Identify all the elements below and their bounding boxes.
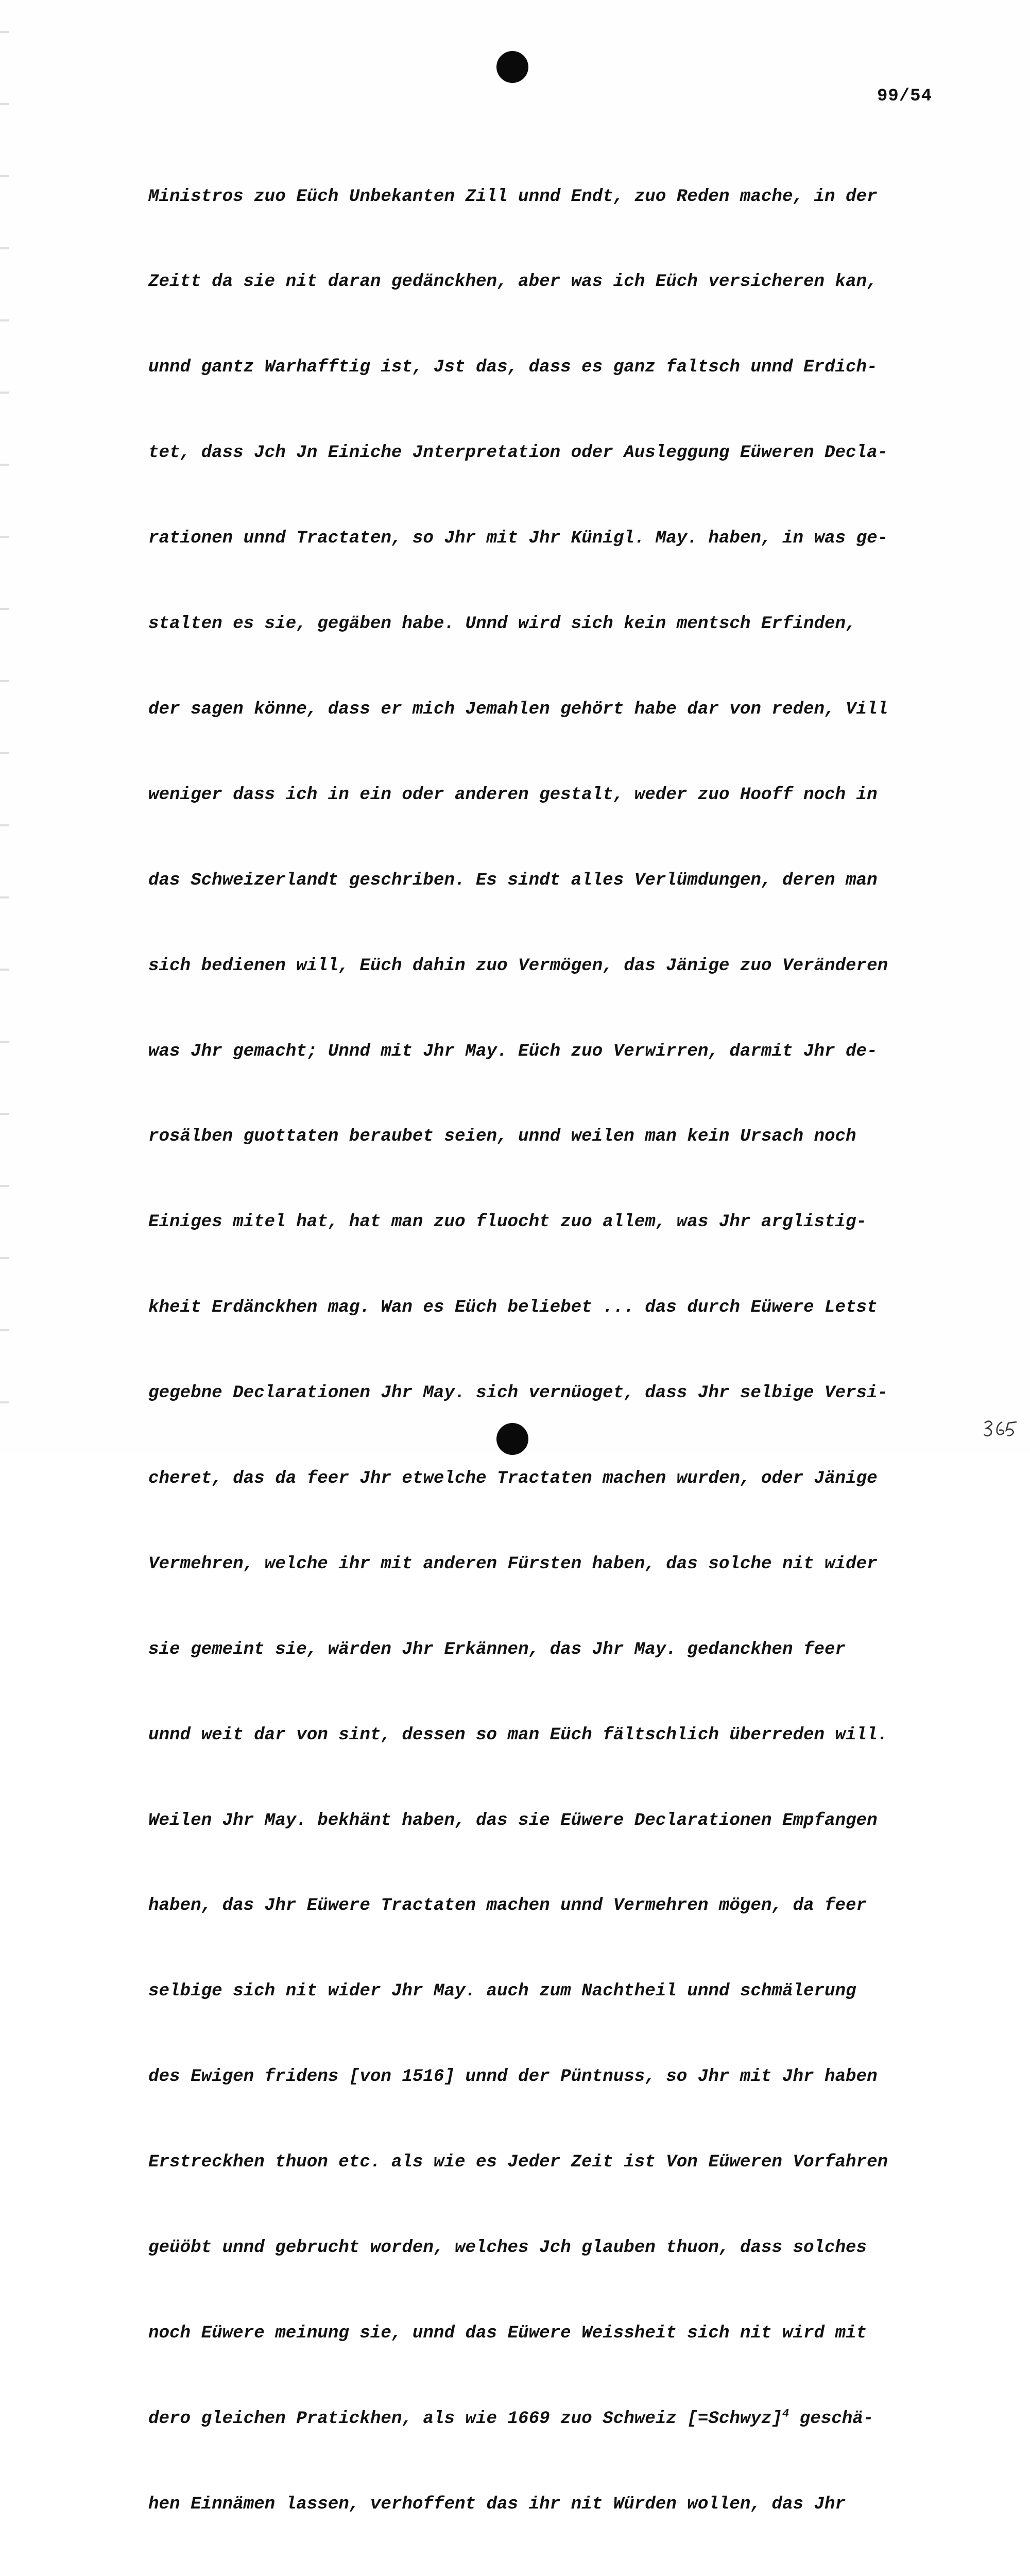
text-line-start: dero gleichen Pratickhen, als wie 1669 zuo Schweiz [=Schwyz] xyxy=(148,2409,782,2429)
text-line: Erstreckhen thuon etc. als wie es Jeder Zeit ist Von Eüweren Vorfahren xyxy=(148,2148,952,2177)
text-line: unnd gantz Warhafftig ist, Jst das, dass es ganz faltsch unnd Erdich- xyxy=(148,353,952,382)
text-line: das Schweizerlandt geschriben. Es sindt alles Verlümdungen, deren man xyxy=(148,867,952,895)
text-line: was Jhr gemacht; Unnd mit Jhr May. Eüch zuo Verwirren, darmit Jhr de- xyxy=(148,1038,952,1066)
text-line: des Ewigen fridens [von 1516] unnd der Püntnuss, so Jhr mit Jhr haben xyxy=(148,2063,952,2091)
text-line: geüöbt unnd gebrucht worden, welches Jch glauben thuon, dass solches xyxy=(148,2234,952,2262)
text-line: tet, dass Jch Jn Einiche Jnterpretation oder Ausleggung Eüweren Decla- xyxy=(148,439,952,467)
text-line: weniger dass ich in ein oder anderen gestalt, weder zuo Hooff noch in xyxy=(148,781,952,809)
text-line: Vermehren, welche ihr mit anderen Fürsten haben, das solche nit wider xyxy=(148,1550,952,1579)
text-line: haben, das Jhr Eüwere Tractaten machen unnd Vermehren mögen, da feer xyxy=(148,1892,952,1920)
text-line: noch Eüwere meinung sie, unnd das Eüwere Weissheit sich nit wird mit xyxy=(148,2319,952,2348)
text-line: sich bedienen will, Eüch dahin zuo Vermögen, das Jänige zuo Veränderen xyxy=(148,952,952,980)
text-line: selbige sich nit wider Jhr May. auch zum Nachtheil unnd schmälerung xyxy=(148,1977,952,2006)
text-line: Ministros zuo Eüch Unbekanten Zill unnd Endt, zuo Reden mache, in der xyxy=(148,183,952,211)
text-line: hen Einnämen lassen, verhoffent das ihr nit Würden wollen, das Jhr xyxy=(148,2490,952,2519)
text-line: stalten es sie, gegäben habe. Unnd wird sich kein mentsch Erfinden, xyxy=(148,610,952,638)
punch-hole-top xyxy=(496,51,528,83)
text-line: kheit Erdänckhen mag. Wan es Eüch beliebet ... das durch Eüwere Letst xyxy=(148,1294,952,1322)
text-line: rationen unnd Tractaten, so Jhr mit Jhr Künigl. May. haben, in was ge- xyxy=(148,524,952,553)
text-line: unnd weit dar von sint, dessen so man Eüch fältschlich überreden will. xyxy=(148,1721,952,1750)
text-line: Einiges mitel hat, hat man zuo fluocht zuo allem, was Jhr arglistig- xyxy=(148,1208,952,1236)
handwritten-mark-icon xyxy=(983,1418,1019,1438)
text-line-with-footnote xyxy=(148,2405,952,2433)
text-line: Zeitt da sie nit daran gedänckhen, aber was ich Eüch versicheren kan, xyxy=(148,268,952,296)
text-line: der sagen könne, dass er mich Jemahlen gehört habe dar von reden, Vill xyxy=(148,696,952,724)
text-line: gegebne Declarationen Jhr May. sich vernüoget, dass Jhr selbige Versi- xyxy=(148,1379,952,1408)
text-line: rosälben guottaten beraubet seien, unnd weilen man kein Ursach noch xyxy=(148,1123,952,1151)
footnote-marker: 4 xyxy=(782,2407,789,2420)
scan-edge-marks xyxy=(0,0,9,1453)
text-line: sie gemeint sie, wärden Jhr Erkännen, das Jhr May. gedanckhen feer xyxy=(148,1636,952,1664)
handwritten-folio-mark xyxy=(983,1418,1019,1444)
text-line-end: geschä- xyxy=(789,2409,873,2429)
text-line: Weilen Jhr May. bekhänt haben, das sie Eüwere Declarationen Empfangen xyxy=(148,1807,952,1835)
page-number: 99/54 xyxy=(877,87,932,106)
body-text xyxy=(148,126,952,2576)
text-line: cheret, das da feer Jhr etwelche Tractaten machen wurden, oder Jänige xyxy=(148,1465,952,1493)
